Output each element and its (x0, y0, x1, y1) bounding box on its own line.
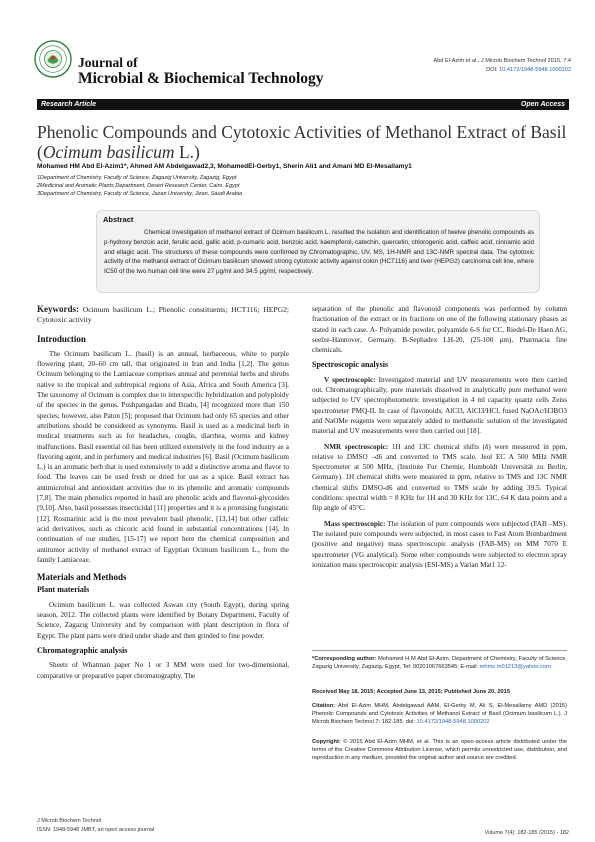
footer-volume-page: Volume 7(4): 182-185 (2015) - 182 (484, 830, 569, 836)
ms-paragraph (312, 519, 567, 570)
article-title (37, 122, 569, 162)
article-type-label: Research Article (41, 101, 96, 108)
keywords-text: Ocimum basilicum L.; Phenolic constituents; HCT116; HEPG2; Cytotoxic activity (37, 305, 289, 325)
citation-text: Abd El-Azim MHM, Abdelgawad AAM, El-Gerby M, Ali S, El-Mesallamy AMD (2015) Phenolic Compounds and Cytotoxic Activities of Methanol Extract of Basil (Ocimum basilicum L.). J Microb Biochem Technol 7: 182-185. doi: (312, 703, 567, 726)
keywords-label: Keywords: (37, 304, 79, 314)
left-column (37, 304, 289, 681)
header-doi-prefix: DOI: (486, 67, 500, 73)
footer-journal: J Microb Biochem Technol (37, 818, 102, 824)
received-dates: Received May 18, 2015; Accepted June 13, 2015; Published June 20, 2015 (312, 689, 511, 695)
journal-logo-icon (34, 40, 72, 78)
materials-methods-heading: Materials and Methods (37, 572, 127, 583)
header-doi (486, 67, 571, 73)
header-doi-link[interactable]: 10.4172/1948-5948.1000202 (499, 67, 571, 73)
title-line1: Phenolic Compounds and Cytotoxic Activities of Methanol Extract of Basil (37, 122, 567, 142)
header-citation: Abd El-Azim et al., J Microb Biochem Technol 2015, 7:4 (433, 58, 571, 64)
affiliation-2: 2Medicinal and Aromatic Plants Department, Desert Research Center, Cairo, Egypt (37, 183, 240, 189)
open-access-label: Open Access (520, 101, 565, 108)
introduction-heading: Introduction (37, 333, 86, 344)
ms-label: Mass spectroscopic: (324, 519, 386, 528)
author-list: Mohamed HM Abd El-Azim1*, Ahmed AM Abdelgawad2,3, MohamedEl-Gerby1, Sherin Ali1 and Amani MD El-Mesallamy1 (37, 163, 412, 170)
corresponding-author-label: *Corresponding author: (312, 656, 377, 662)
abstract-box (96, 210, 540, 293)
journal-name-line1: Journal of (78, 55, 138, 70)
copyright-text: © 2015 Abd El-Azim MHM, et al. This is an open-access article distributed under the terms of the Creative Commons Attribution License, which permits unrestricted use, distribution, and reproduction in any medium, provided the original author and source are credited. (312, 739, 567, 762)
title-line2-open: ( (37, 142, 43, 162)
uv-text: Investigated material and UV measurements were then carried out. Chromatographically, pure materials dissolved in analytically pure methanol were subjected to UV spectrophotometric investigation in 4 ml capacity quartz cells Zeiss spectrometer PMQ-II. In case of flavonoids, AlCl3, AlCl3/HCl, fused NaOAc/H3BO3 and NaOMe reagents were separately added to methanolic solution of the investigated material and UV measurements were then carried out [18]. (312, 375, 567, 436)
abstract-paragraph: Chemical investigation of methanol extract of Ocimum basilicum L. resulted the isolation and identification of twelve phenolic compounds as p-hydroxy benzoic acid, ferulic acid, gallic acid, p-cumaric acid, benzoic acid, kaempferol, catechin, quercetin, chlorogenic acid, caffeic acid, cinnamic acid and ellagic acid. The structures of these compounds were confirmed by Chromatographic, UV, MS, 1H-NMR and 13C-NMR spectral data. The cytotoxic activity of the methanol extract of Ocimum basilicum showed strong cytotoxic activity against colon (HCT116) and liver (HEPG2) carcinoma cell line, where IC50 of the two human cell line were 27 μg/ml and 34.5 μg/ml, respectively. (104, 229, 534, 276)
notes-divider (312, 650, 567, 651)
abstract-heading: Abstract (103, 215, 134, 224)
affiliation-3: 3Department of Chemistry, Faculty of Science, Jazan University, Jizan, Saudi Arabia (37, 191, 243, 197)
right-column (312, 304, 567, 570)
citation-label: Citation: (312, 703, 336, 709)
corresponding-author-note (312, 655, 567, 671)
title-line2-italic: Ocimum basilicum (42, 142, 175, 162)
copyright-note (312, 738, 567, 763)
spectroscopic-analysis-heading: Spectroscopic analysis (312, 360, 389, 370)
introduction-paragraph: The Ocimum basilicum L. (basil) is an annual, herbaceous, white to purple flowering plant, 20–60 cm tall, that originated in Iran and India [1,2]. The genus Ocimum belonging to the Lamiaceae comprises annual and perennial herbs and shrubs native to the tropical and subtropical regions of Asia, Africa and South America [3]. The taxonomy of Ocimum is complex due to interspecific hybridization and polyploidy of the species in the genus. Pushpangadan and Bradu, [4] recognized more than 150 species; however, also Paton [5]; proposed that Ocimum had only 65 species and other attributions should be considered as synonyms. Basil is used as a medicinal herb in medical treatments such as for headaches, coughs, diarrhea, worms and kidney malfunctions. Basil essential oil has been utilized extensively in the food industry as a flavoring agent, and in perfumery and medical industries [6]. Basil (Ocimum basilicum L.) is an aromatic herb that is used extensively to add a distinctive aroma and flavor to food. The leaves can be used fresh or dried for use as a spice. Basil extract has antimicrobial and antioxidant activities due to its phenolic and aromatic compounds [7,8]. The main phenolics reported in basil are phenolic acids and flavonol-glycosides [9,10]. Also, basil possesses insecticidal [11] properties and it is a promising fungistatic [12]. Rosmarinic acid is the most prevalent basil phenolic, [13,14] but other caffeic acid derivatives, such as chicoric acid found in substantial concentrations [14]. In continuation of our studies, [15-17] we report here the chemical composition and antitumor activity of methanol extract of Egyptian Ocimum basilicum L., from the family Lamiaceae. (37, 349, 289, 564)
citation-doi-link[interactable]: 10.4172/1948-5948.1000202 (416, 719, 490, 726)
corresponding-email-link[interactable]: mhms m01213@yahoo.com (479, 664, 551, 671)
plant-materials-heading: Plant materials (37, 585, 90, 595)
nmr-label: NMR spectroscopic: (324, 442, 389, 451)
separation-paragraph: separation of the phenolic and flavonoid components was performed by column fractionation of the extract or its fractions on one of the following stationary phases as stated in each case. A- Polyamide powder, polyamide 6-S for CC, Riedel-De Haen AG, seelze-Hannover, Germany. B-Sephadex LH-20, (25-100 μm), Pharmacia fine chemicals. (312, 305, 567, 355)
uv-label: V spectroscopic: (324, 375, 376, 384)
footer-issn: ISSN: 1948-5948 JMBT, an open access journal (37, 827, 155, 833)
journal-name-line2: Microbial & Biochemical Technology (78, 70, 324, 87)
abstract-text (104, 228, 534, 277)
nmr-paragraph (312, 442, 567, 514)
citation-note (312, 702, 567, 727)
keywords (37, 304, 289, 326)
corresponding-author-text: Mohamed H M Abd El-Azim, Department of Chemistry, Faculty of Science, Zagazig University, Zagazig, Egypt, Tel: 00201067663545; E-mail: (312, 656, 567, 671)
nmr-text: 1H and 13C chemical shifts (δ) were measured in ppm, relative to DMSO –d6 and converted to TMS scale. Jeol EC A 500 MHz NMR Spectrometer at 500 MHz, (Institute Fur Chemie, Humboldt Universität zu Berlin, Germany). 1H chemical shifts were measured in ppm, relative to TMS and 13C NMR chemical shifts DMSO-d6 and converted to TMS scale by adding 39.5. Typical conditions: spectral width = 8 KHz for 1H and 30 KHz for 13C, 64 K data points and a flip angle of 45°C. (312, 442, 567, 513)
copyright-label: Copyright: (312, 739, 341, 745)
chromatographic-analysis-paragraph: Sheets of Whatman paper No 1 or 3 MM were used for two-dimensional, comparative or preparative paper chromatography. The (37, 661, 289, 680)
title-line2-close: L.) (174, 142, 200, 162)
chromatographic-analysis-heading: Chromatographic analysis (37, 645, 128, 655)
ms-text: The isolation of pure compounds were subjected (FAB –MS). The isolated pure compounds were subjected, in most cases to Fast Atom Bombardment (positive and negative) mass spectroscopic analysis (FAB-MS) on MM 7070 E spectrometer (VG analytical). Some other compounds were subjected to electron spray ionization mass spectroscopic analysis (ESI-MS) a Varian Mat1 12- (312, 519, 567, 569)
plant-materials-paragraph: Ocimum basilicum L. was collected Aswan city (South Egypt), during spring season, 2012. The collected plants were identified by Botany Department, Faculty of Science, Zagazig University and by comparison with plant description in flora of Egypt. The plant parts were dried under shade and then grinded to fine powder. (37, 600, 289, 640)
affiliation-1: 1Department of Chemistry, Faculty of Science, Zagazig University, Zagazig, Egypt (37, 175, 237, 181)
uv-paragraph (312, 375, 567, 437)
article-type-bar (37, 99, 569, 110)
